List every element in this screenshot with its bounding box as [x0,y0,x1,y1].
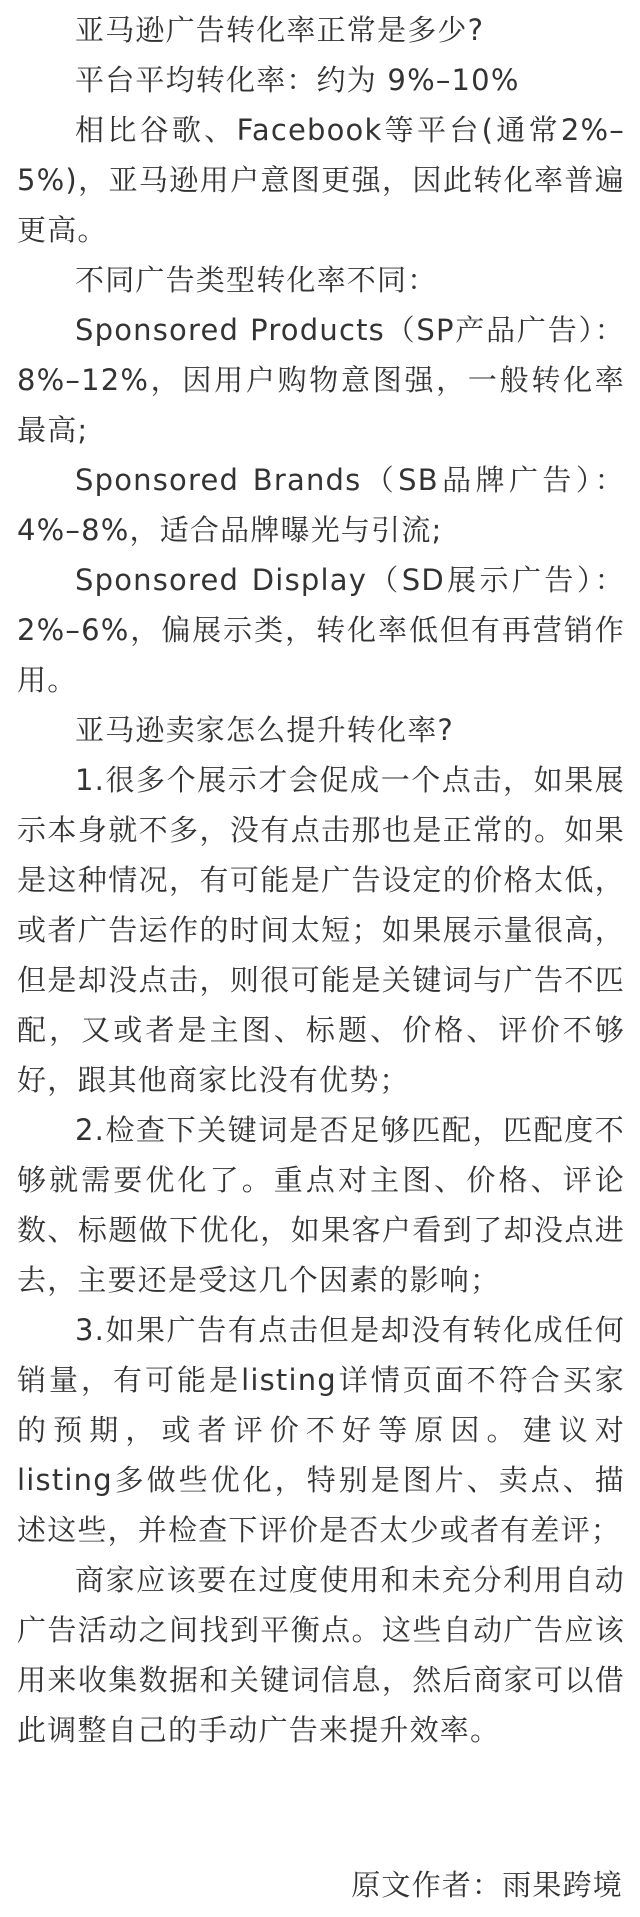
heading-improve-conversion: 亚马逊卖家怎么提升转化率? [75,713,454,747]
tip-3-paragraph: 3.如果广告有点击但是却没有转化成任何销量，有可能是listing详情页面不符合买家的预期，或者评价不好等原因。建议对listing多做些优化，特别是图片、卖点、描述这些，并检查下评价是否太少或者有差评； [17,1313,625,1547]
ad-types-intro: 不同广告类型转化率不同： [75,263,438,297]
author-credit: 原文作者：雨果跨境 [351,1868,623,1902]
sponsored-display-paragraph: Sponsored Display（SD展示广告）：2%–6%，偏展示类，转化率低但有再营销作用。 [17,563,625,697]
tip-2-paragraph: 2.检查下关键词是否足够匹配，匹配度不够就需要优化了。重点对主图、价格、评论数、标题做下优化，如果客户看到了却没点进去，主要还是受这几个因素的影响； [17,1113,625,1297]
tip-1-paragraph: 1.很多个展示才会促成一个点击，如果展示本身就不多，没有点击那也是正常的。如果是这种情况，有可能是广告设定的价格太低，或者广告运作的时间太短；如果展示量很高，但是却没点击，则很可能是关键词与广告不匹配，又或者是主图、标题、价格、评价不够好，跟其他商家比没有优势； [17,763,625,1097]
article-body [17,5,625,1755]
heading-conversion-rate: 亚马逊广告转化率正常是多少? [75,13,485,47]
sponsored-products-paragraph: Sponsored Products（SP产品广告）：8%–12%，因用户购物意图强，一般转化率最高; [17,313,625,447]
sponsored-brands-paragraph: Sponsored Brands（SB品牌广告）：4%–8%，适合品牌曝光与引流; [17,463,625,547]
platform-comparison-paragraph: 相比谷歌、Facebook等平台(通常2%–5%)，亚马逊用户意图更强，因此转化率普遍更高。 [17,113,625,247]
platform-average-rate: 平台平均转化率：约为 9%–10% [75,63,520,97]
conclusion-paragraph: 商家应该要在过度使用和未充分利用自动广告活动之间找到平衡点。这些自动广告应该用来收集数据和关键词信息，然后商家可以借此调整自己的手动广告来提升效率。 [17,1563,625,1747]
